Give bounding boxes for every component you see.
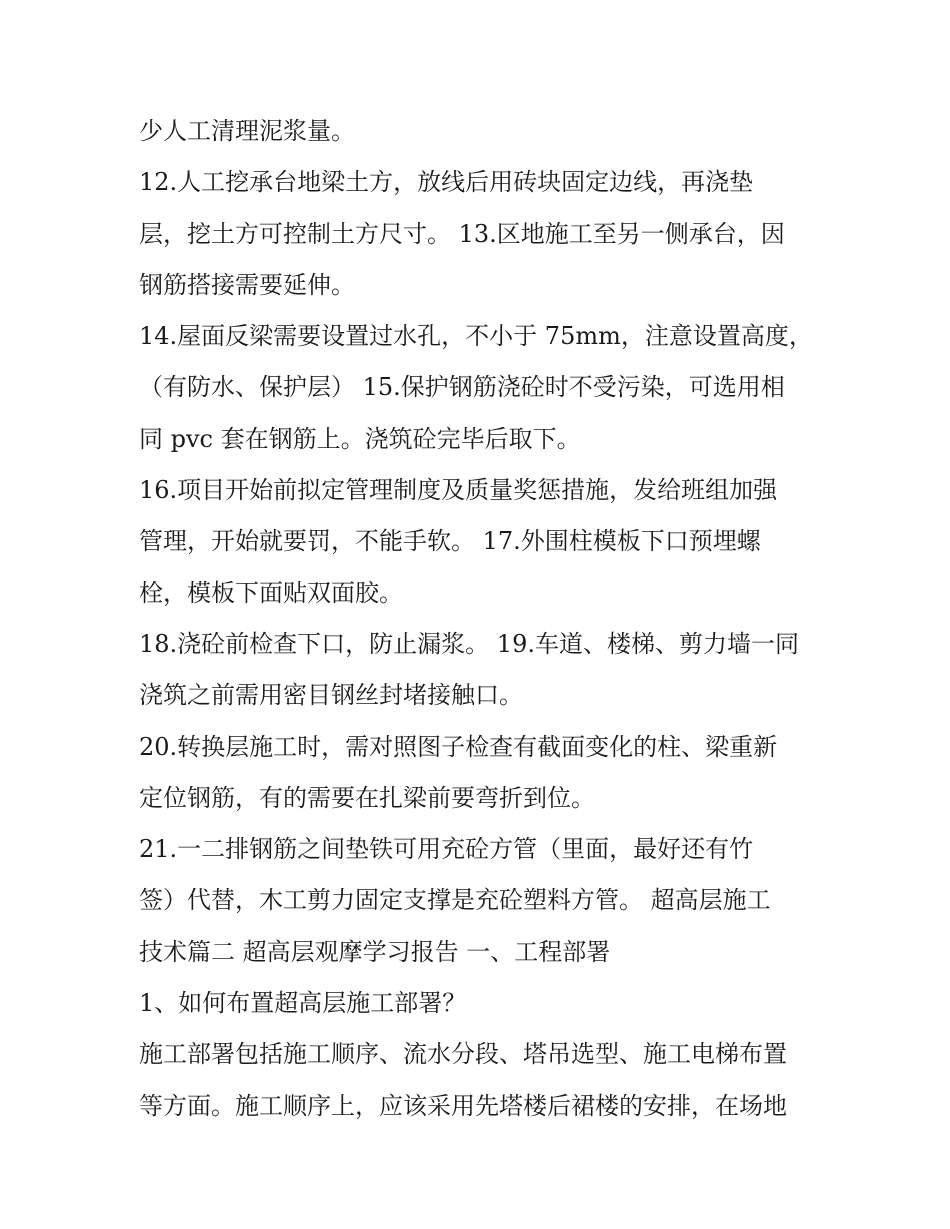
- text-line: （有防水、保护层） 15.保护钢筋浇砼时不受污染，可选用相: [139, 373, 785, 402]
- text-line: 12.人工挖承台地梁土方，放线后用砖块固定边线，再浇垫: [139, 168, 754, 197]
- text-line: 16.项目开始前拟定管理制度及质量奖惩措施，发给班组加强: [139, 476, 778, 505]
- section-heading: 1、如何布置超高层施工部署？: [139, 989, 467, 1018]
- text-line: 18.浇砼前检查下口，防止漏浆。 19.车道、楼梯、剪力墙一同: [139, 629, 799, 658]
- text-line: 同 pvc 套在钢筋上。浇筑砼完毕后取下。: [139, 424, 581, 453]
- text-line: 签）代替，木工剪力固定支撑是充砼塑料方管。 超高层施工: [139, 886, 771, 915]
- text-line: 施工部署包括施工顺序、流水分段、塔吊选型、施工电梯布置: [139, 1040, 787, 1069]
- text-line: 层，挖土方可控制土方尺寸。 13.区地施工至另一侧承台，因: [139, 219, 785, 248]
- text-line: 14.屋面反梁需要设置过水孔，不小于 75mm，注意设置高度，: [139, 322, 813, 351]
- text-line: 20.转换层施工时，需对照图子检查有截面变化的柱、梁重新: [139, 732, 778, 761]
- text-line: 21.一二排钢筋之间垫铁可用充砼方管（里面，最好还有竹: [139, 835, 754, 864]
- text-line: 管理，开始就要罚，不能手软。 17.外围柱模板下口预埋螺: [139, 527, 761, 556]
- text-line: 浇筑之前需用密目钢丝封堵接触口。: [139, 681, 523, 710]
- body-text: [139, 106, 829, 1132]
- text-line: 栓，模板下面贴双面胶。: [139, 578, 403, 607]
- text-line: 定位钢筋，有的需要在扎梁前要弯折到位。: [139, 783, 595, 812]
- text-line: 少人工清理泥浆量。: [139, 117, 355, 145]
- text-line: 钢筋搭接需要延伸。: [139, 270, 355, 299]
- text-line: 技术篇二 超高层观摩学习报告 一、工程部署: [139, 937, 611, 966]
- text-line: 等方面。施工顺序上，应该采用先塔楼后裙楼的安排，在场地: [139, 1091, 787, 1120]
